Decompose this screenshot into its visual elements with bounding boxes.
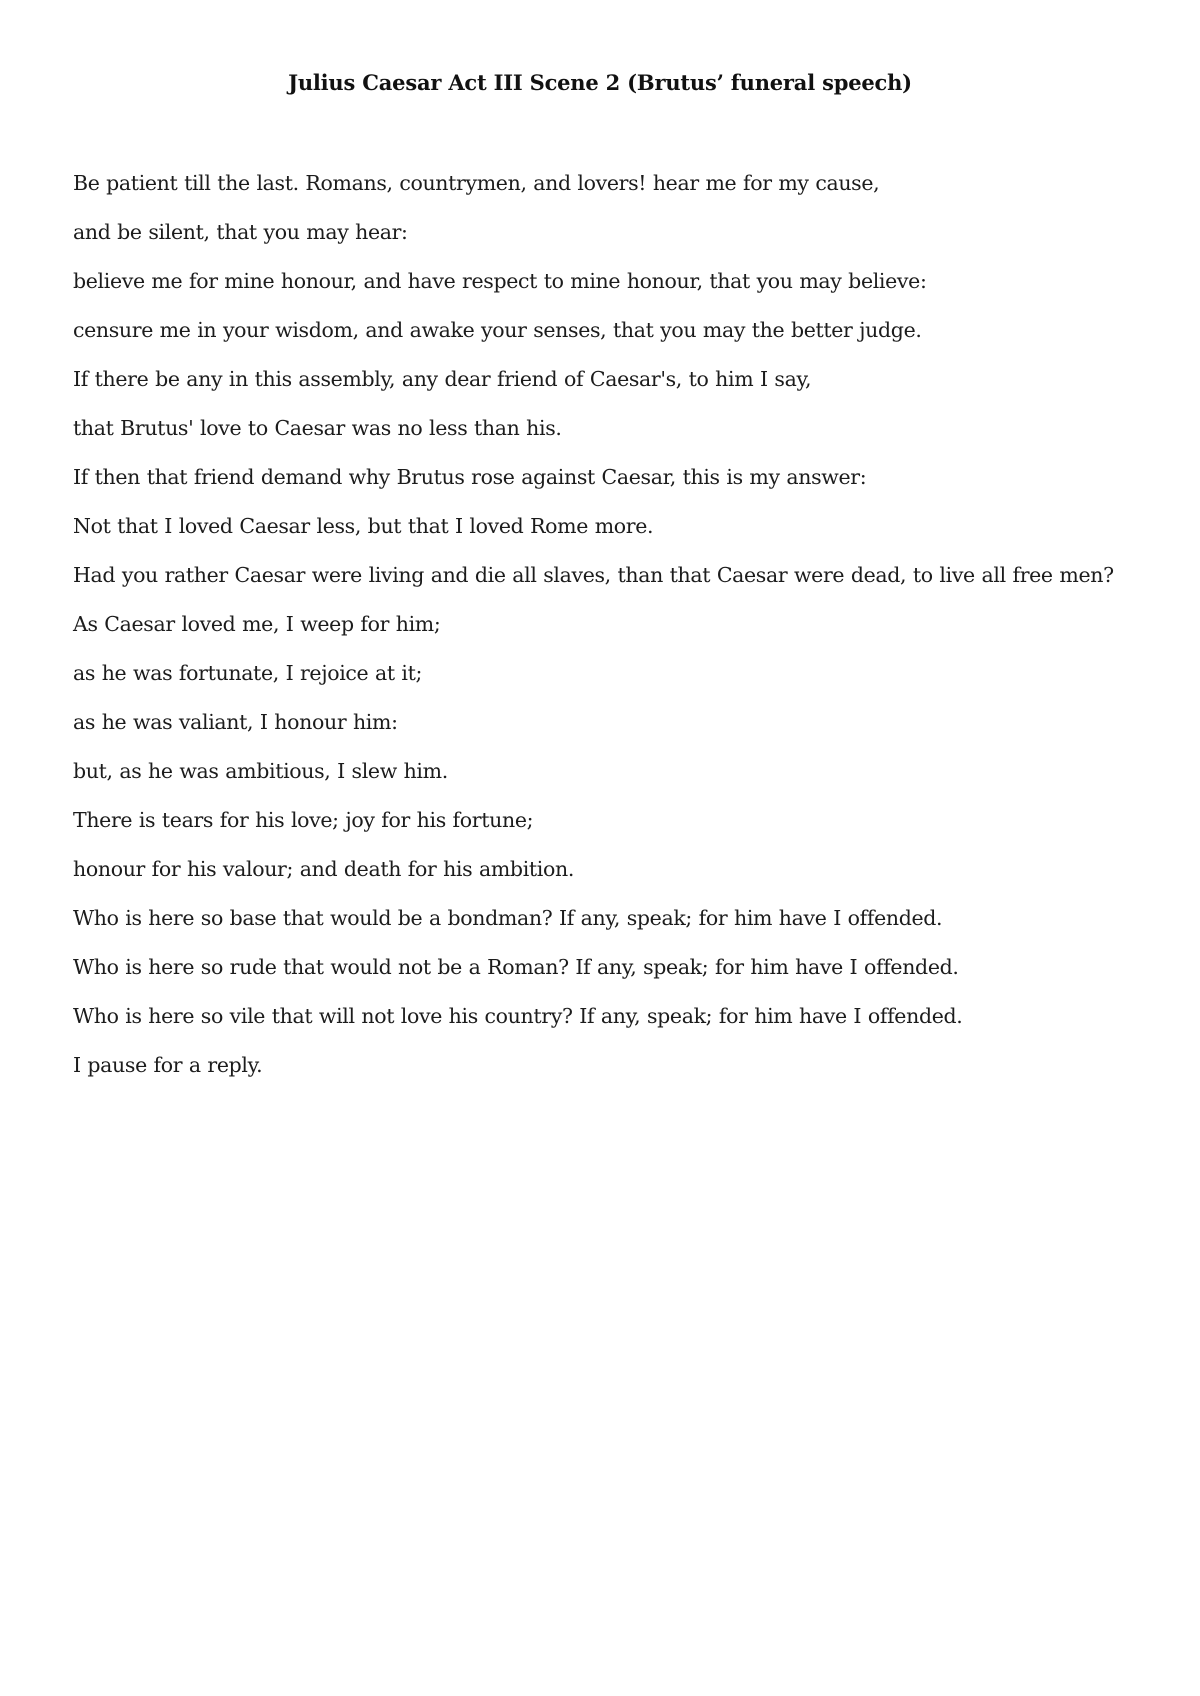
speech-line: that Brutus' love to Caesar was no less than his. bbox=[73, 416, 562, 440]
speech-line: believe me for mine honour, and have respect to mine honour, that you may believe: bbox=[73, 269, 927, 293]
speech-line: Had you rather Caesar were living and die all slaves, than that Caesar were dead, to live all free men? bbox=[73, 563, 1114, 587]
speech-line: honour for his valour; and death for his ambition. bbox=[73, 857, 575, 881]
speech-line: censure me in your wisdom, and awake your senses, that you may the better judge. bbox=[73, 318, 922, 342]
speech-line: There is tears for his love; joy for his fortune; bbox=[73, 808, 534, 832]
speech-line: Not that I loved Caesar less, but that I loved Rome more. bbox=[73, 514, 654, 538]
speech-line: Who is here so base that would be a bondman? If any, speak; for him have I offended. bbox=[73, 906, 943, 930]
speech-line: as he was valiant, I honour him: bbox=[73, 710, 398, 734]
speech-line: If there be any in this assembly, any dear friend of Caesar's, to him I say, bbox=[73, 367, 812, 391]
speech-line: If then that friend demand why Brutus rose against Caesar, this is my answer: bbox=[73, 465, 867, 489]
speech-line: Who is here so vile that will not love his country? If any, speak; for him have I offended. bbox=[73, 1004, 963, 1028]
speech-line: As Caesar loved me, I weep for him; bbox=[73, 612, 441, 636]
speech-line: as he was fortunate, I rejoice at it; bbox=[73, 661, 423, 685]
speech-line: but, as he was ambitious, I slew him. bbox=[73, 759, 448, 783]
speech-line: Be patient till the last. Romans, countrymen, and lovers! hear me for my cause, bbox=[73, 171, 880, 195]
speech-line: and be silent, that you may hear: bbox=[73, 220, 408, 244]
document-title: Julius Caesar Act III Scene 2 (Brutus’ funeral speech) bbox=[288, 70, 912, 95]
speech-line: Who is here so rude that would not be a Roman? If any, speak; for him have I offended. bbox=[73, 955, 959, 979]
speech-line: I pause for a reply. bbox=[73, 1053, 263, 1077]
speech-text bbox=[73, 167, 1148, 1098]
